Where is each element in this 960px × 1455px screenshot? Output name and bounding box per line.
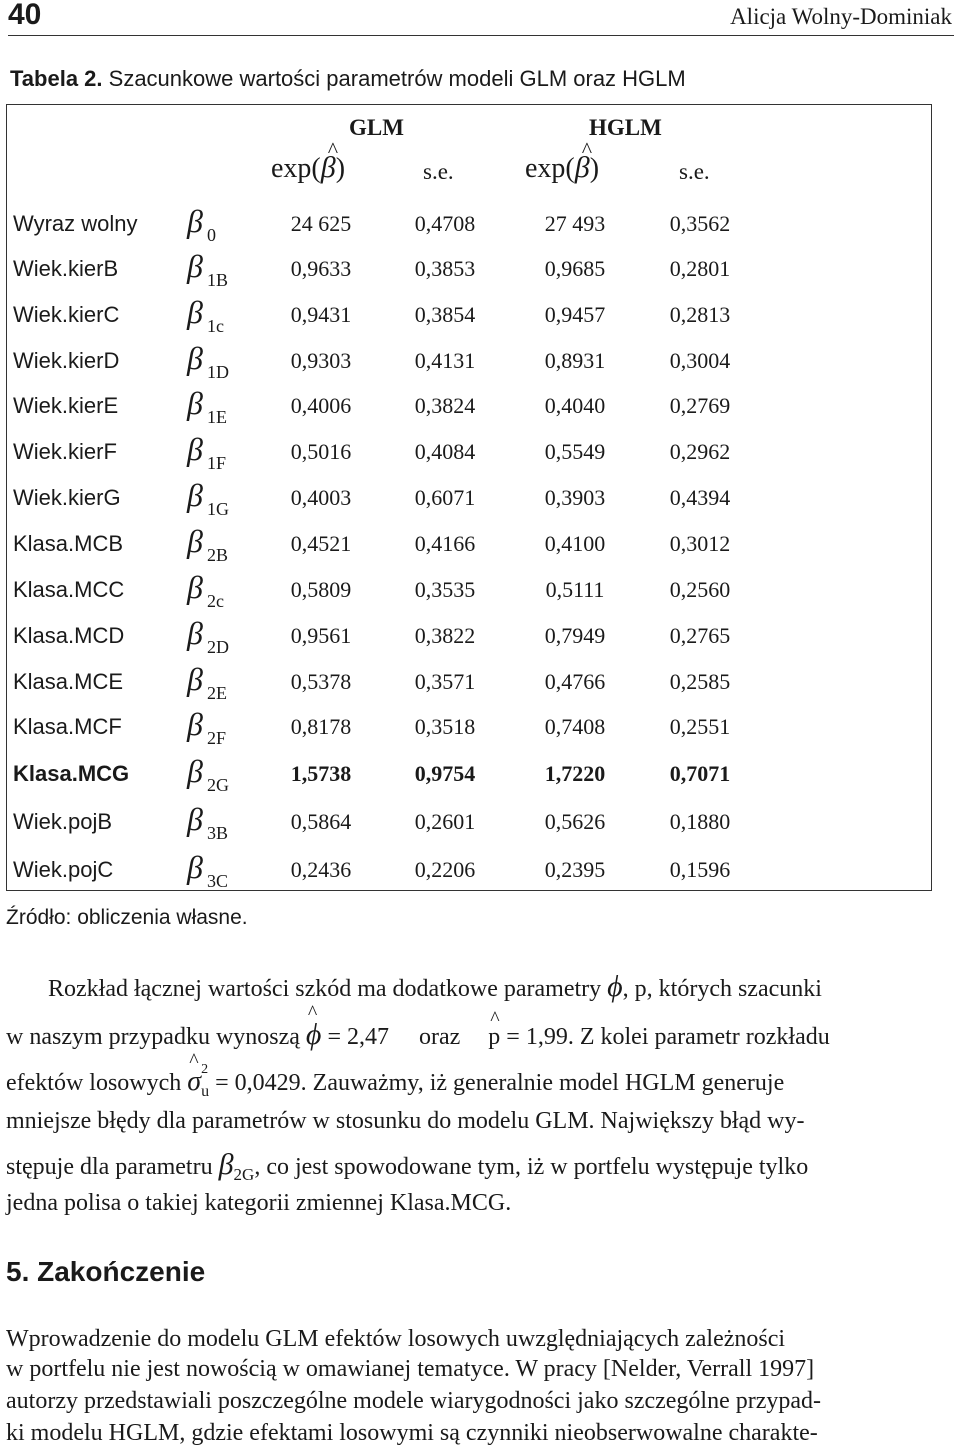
hglm-se: 0,4394 (669, 485, 731, 510)
beta-subscript: 1c (207, 316, 224, 336)
row-label: Wiek.pojC (13, 857, 114, 882)
beta-symbol: β (187, 523, 203, 559)
table-source: Źródło: obliczenia własne. (6, 906, 248, 929)
table-row (7, 248, 933, 294)
row-label: Klasa.MCE (13, 669, 124, 694)
beta-subscript: 1G (207, 499, 229, 519)
glm-se: 0,3535 (414, 577, 476, 602)
glm-se: 0,3571 (414, 669, 476, 694)
header-rule (8, 35, 954, 36)
glm-se: 0,4708 (414, 211, 476, 236)
running-author: Alicja Wolny-Dominiak (730, 4, 952, 29)
hglm-se: 0,2813 (669, 302, 731, 327)
body-line-5: stępuje dla parametru $\beta_{2G}$, co jest spowodowane tym, iż w portfelu występuje tylko (6, 1148, 809, 1184)
page-header (0, 0, 960, 44)
beta-symbol: β (187, 849, 203, 885)
table-row (7, 753, 933, 799)
beta-subscript: 2E (207, 683, 227, 703)
beta-subscript: 1E (207, 407, 227, 427)
table-row (7, 294, 933, 340)
beta-symbol: β (187, 385, 203, 421)
subheader-hglm-exp: exp(^ β) (525, 151, 599, 185)
table-row (7, 203, 933, 249)
hglm-se: 0,7071 (669, 761, 731, 786)
row-label: Wiek.kierD (13, 348, 120, 373)
glm-estimate: 24 625 (290, 211, 352, 236)
row-label: Klasa.MCD (13, 623, 125, 648)
row-label: Wiek.kierG (13, 485, 121, 510)
hglm-se: 0,2769 (669, 393, 731, 418)
beta-symbol: β (187, 203, 203, 239)
row-label: Klasa.MCC (13, 577, 125, 602)
hglm-se: 0,2585 (669, 669, 731, 694)
header-hglm: HGLM (589, 115, 662, 140)
hglm-estimate: 0,9685 (544, 256, 606, 281)
beta-symbol: β (187, 801, 203, 837)
glm-se: 0,4166 (414, 531, 476, 556)
hglm-estimate: 0,4040 (544, 393, 606, 418)
header-glm: GLM (349, 115, 404, 140)
table-row (7, 431, 933, 477)
page-number: 40 (8, 0, 42, 31)
beta-symbol: β (187, 248, 203, 284)
hglm-estimate: 0,5549 (544, 439, 606, 464)
hglm-estimate: 0,2395 (544, 857, 606, 882)
glm-se: 0,3518 (414, 714, 476, 739)
glm-se: 0,4131 (414, 348, 476, 373)
hglm-estimate: 1,7220 (544, 761, 606, 786)
glm-estimate: 0,5016 (290, 439, 352, 464)
beta-symbol: β (187, 753, 203, 789)
table-row (7, 569, 933, 615)
hglm-estimate: 0,7949 (544, 623, 606, 648)
glm-se: 0,9754 (414, 761, 476, 786)
row-label: Wiek.kierF (13, 439, 117, 464)
table-row (7, 615, 933, 661)
glm-estimate: 0,9431 (290, 302, 352, 327)
hglm-estimate: 0,8931 (544, 348, 606, 373)
glm-se: 0,3853 (414, 256, 476, 281)
glm-estimate: 0,4003 (290, 485, 352, 510)
beta-symbol: β (187, 477, 203, 513)
hglm-estimate: 0,4766 (544, 669, 606, 694)
hglm-se: 0,3562 (669, 211, 731, 236)
hglm-estimate: 0,4100 (544, 531, 606, 556)
body-line-6: jedna polisa o takiej kategorii zmiennej Klasa.MCG. (6, 1190, 512, 1216)
hglm-se: 0,1596 (669, 857, 731, 882)
glm-estimate: 0,4006 (290, 393, 352, 418)
hglm-se: 0,2551 (669, 714, 731, 739)
beta-subscript: 1B (207, 270, 229, 290)
table-caption-text: Szacunkowe wartości parametrów modeli GLM oraz HGLM (102, 66, 686, 91)
glm-se: 0,3822 (414, 623, 476, 648)
beta-symbol: β (187, 569, 203, 605)
glm-se: 0,3854 (414, 302, 476, 327)
glm-estimate: 0,5378 (290, 669, 352, 694)
table-row (7, 661, 933, 707)
parameter-table (6, 104, 932, 891)
hglm-se: 0,2765 (669, 623, 731, 648)
beta-symbol: β (187, 294, 203, 330)
subheader-glm-exp: exp(^ β) (271, 151, 345, 185)
table-caption-label: Tabela 2. (10, 66, 103, 91)
glm-se: 0,2206 (414, 857, 476, 882)
glm-se: 0,3824 (414, 393, 476, 418)
glm-estimate: 1,5738 (290, 761, 352, 786)
glm-estimate: 0,9561 (290, 623, 352, 648)
beta-subscript: 2c (207, 591, 224, 611)
table-row (7, 340, 933, 386)
hglm-se: 0,2560 (669, 577, 731, 602)
beta-subscript: 2G (207, 775, 229, 795)
glm-estimate: 0,9303 (290, 348, 352, 373)
glm-se: 0,2601 (414, 809, 476, 834)
hglm-estimate: 0,9457 (544, 302, 606, 327)
beta-symbol: β (187, 661, 203, 697)
row-label: Wyraz wolny (13, 211, 138, 236)
glm-estimate: 0,9633 (290, 256, 352, 281)
row-label: Wiek.kierE (13, 393, 119, 418)
glm-se: 0,4084 (414, 439, 476, 464)
closing-line-4: ki modelu HGLM, gdzie efektami losowymi są czynniki nieobserwowalne charakte- (6, 1420, 818, 1446)
body-line-3: efektów losowych ^ $\sigma_u$ 2 = 0,0429. Zauważmy, iż generalnie model HGLM generuje (6, 1066, 784, 1101)
table-row (7, 706, 933, 752)
beta-subscript: 3C (207, 871, 229, 891)
row-label: Klasa.MCB (13, 531, 124, 556)
glm-estimate: 0,8178 (290, 714, 352, 739)
body-line-2: w naszym przypadku wynoszą ^ ϕ = 2,47 oraz ^ p = 1,99. Z kolei parametr rozkładu (6, 1018, 830, 1052)
beta-subscript: 2D (207, 637, 229, 657)
beta-symbol: β (187, 340, 203, 376)
body-line-1: Rozkład łącznej wartości szkód ma dodatkowe parametry ϕ, p, których szacunki (48, 970, 822, 1003)
beta-subscript: 1F (207, 453, 227, 473)
row-label: Wiek.kierB (13, 256, 119, 281)
glm-estimate: 0,4521 (290, 531, 352, 556)
beta-subscript: 0 (207, 225, 216, 245)
hglm-estimate: 0,5111 (545, 577, 605, 602)
section-title: 5. Zakończenie (6, 1256, 206, 1287)
table-row (7, 801, 933, 847)
hglm-estimate: 0,7408 (544, 714, 606, 739)
row-label: Klasa.MCF (13, 714, 122, 739)
beta-subscript: 1D (207, 362, 229, 382)
closing-line-2: w portfelu nie jest nowością w omawianej tematyce. W pracy [Nelder, Verrall 1997] (6, 1356, 815, 1382)
table-row (7, 849, 933, 895)
body-line-4: mniejsze błędy dla parametrów w stosunku do modelu GLM. Największy błąd wy- (6, 1108, 805, 1134)
subheader-glm-se: s.e. (423, 159, 454, 184)
beta-symbol: β (187, 431, 203, 467)
glm-se: 0,6071 (414, 485, 476, 510)
hglm-se: 0,2962 (669, 439, 731, 464)
table-row (7, 523, 933, 569)
beta-subscript: 3B (207, 823, 229, 843)
row-label: Wiek.kierC (13, 302, 120, 327)
glm-estimate: 0,5809 (290, 577, 352, 602)
hglm-estimate: 0,5626 (544, 809, 606, 834)
table-caption (10, 66, 686, 92)
closing-line-1: Wprowadzenie do modelu GLM efektów losowych uwzględniających zależności (6, 1326, 786, 1352)
table-row (7, 477, 933, 523)
hglm-estimate: 0,3903 (544, 485, 606, 510)
row-label: Wiek.pojB (13, 809, 113, 834)
hglm-se: 0,1880 (669, 809, 731, 834)
table-row (7, 385, 933, 431)
hglm-se: 0,3012 (669, 531, 731, 556)
glm-estimate: 0,2436 (290, 857, 352, 882)
row-label: Klasa.MCG (13, 761, 130, 786)
hglm-se: 0,2801 (669, 256, 731, 281)
beta-symbol: β (187, 706, 203, 742)
hglm-se: 0,3004 (669, 348, 731, 373)
subheader-hglm-se: s.e. (679, 159, 710, 184)
glm-estimate: 0,5864 (290, 809, 352, 834)
beta-symbol: β (187, 615, 203, 651)
beta-subscript: 2B (207, 545, 229, 565)
closing-line-3: autorzy przedstawiali poszczególne modele wiarygodności jako szczególne przypad- (6, 1388, 822, 1414)
hglm-estimate: 27 493 (544, 211, 606, 236)
beta-subscript: 2F (207, 728, 227, 748)
